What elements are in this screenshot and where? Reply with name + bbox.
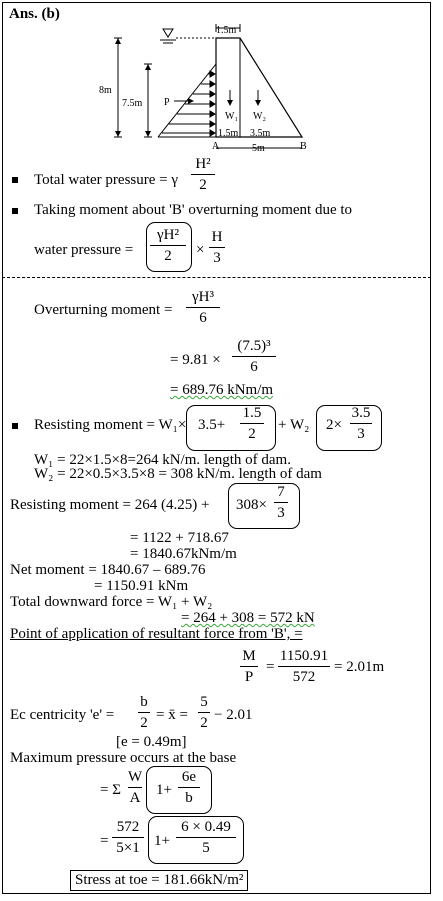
wp-f1-num: γH² bbox=[157, 227, 179, 243]
total-pressure-fraction bbox=[191, 156, 215, 193]
rm-inner2-fraction bbox=[350, 405, 372, 442]
diagram-point-a: A bbox=[212, 141, 220, 152]
overturning-result-text: = 689.76 kNm/m bbox=[170, 382, 274, 398]
rm2-fraction bbox=[274, 484, 288, 521]
rm2-line-1: = 1122 + 718.67 bbox=[130, 530, 229, 546]
net-moment-line-1: Net moment = 1840.67 – 689.76 bbox=[10, 562, 206, 578]
overturning-result bbox=[170, 382, 273, 399]
sigma-inner-num: 6e bbox=[181, 769, 197, 785]
bullet-taking-moment bbox=[12, 208, 18, 214]
wp-f2-num: H bbox=[211, 229, 223, 245]
ot-den: 6 bbox=[199, 310, 207, 326]
calc-inner-num: 6 × 0.49 bbox=[181, 819, 231, 835]
ecc-b-num: b bbox=[140, 694, 148, 710]
rm-inner2-den: 3 bbox=[357, 426, 365, 442]
taking-moment-line-1: Taking moment about 'B' overturning moment due to bbox=[34, 202, 353, 218]
downward-line-1: Total downward force = W₁ + W₂ bbox=[10, 594, 213, 610]
rm-inner1-num: 1.5 bbox=[242, 405, 262, 421]
sigma-inner-den: b bbox=[185, 790, 193, 806]
overturning-label: Overturning moment = bbox=[34, 302, 173, 318]
mp-num: M bbox=[242, 648, 256, 664]
total-pressure-den: 2 bbox=[199, 177, 207, 193]
ot-num: γH³ bbox=[192, 289, 214, 305]
calc-inner-prefix: 1+ bbox=[154, 833, 170, 849]
w1-definition: W₁ = 22×1.5×8=264 kN/m. length of dam. bbox=[34, 452, 291, 468]
mp-value-fraction bbox=[278, 648, 330, 685]
diagram-base-left: 1.5m bbox=[218, 128, 239, 139]
wp-fraction-1 bbox=[150, 227, 186, 264]
rm-inner1-prefix: 3.5+ bbox=[198, 417, 226, 433]
ecc-tail: − 2.01 bbox=[214, 707, 253, 723]
wp-f2-den: 3 bbox=[213, 250, 221, 266]
point-application bbox=[10, 626, 303, 643]
diagram-top-width: 1.5m bbox=[216, 25, 237, 36]
rm-inner2-num: 3.5 bbox=[351, 405, 371, 421]
resisting-label: Resisting moment = W₁× bbox=[34, 417, 187, 433]
calc-prefix: = bbox=[100, 833, 109, 849]
wp-times: × bbox=[196, 242, 205, 258]
diagram-height-8m: 8m bbox=[99, 85, 112, 96]
rm2-den: 3 bbox=[277, 505, 285, 521]
bullet-total-pressure bbox=[12, 177, 18, 183]
rm2-inner-prefix: 308× bbox=[236, 497, 267, 513]
mp-result: = 2.01m bbox=[334, 659, 385, 675]
mp-eq: = bbox=[266, 659, 275, 675]
diagram-force-p: P bbox=[164, 97, 170, 108]
diagram-base-total: 5m bbox=[252, 143, 265, 154]
taking-moment-line-2: water pressure = bbox=[34, 242, 134, 258]
diagram-point-b: B bbox=[300, 141, 307, 152]
ecc-5-fraction bbox=[198, 694, 210, 731]
mp-fraction bbox=[240, 648, 258, 685]
calc-inner-den: 5 bbox=[202, 840, 210, 856]
total-pressure-num: H² bbox=[195, 156, 211, 172]
ecc-mid: = x̄ = bbox=[156, 707, 188, 723]
wp-fraction-2 bbox=[209, 229, 225, 266]
section-divider bbox=[2, 277, 431, 278]
rm2-line-2: = 1840.67kNm/m bbox=[130, 546, 237, 562]
diagram-w2: W₂ bbox=[253, 111, 266, 122]
diagram-water-height: 7.5m bbox=[122, 98, 143, 109]
bullet-resisting bbox=[12, 423, 18, 429]
diagram-w1: W₁ bbox=[225, 111, 238, 122]
ot-calc-num: (7.5)³ bbox=[237, 338, 271, 354]
sigma-inner-fraction bbox=[178, 769, 200, 806]
max-pressure-label: Maximum pressure occurs at the base bbox=[10, 750, 237, 766]
ecc-label: Ec centricity 'e' = bbox=[10, 707, 115, 723]
diagram-base-right: 3.5m bbox=[250, 128, 271, 139]
w2-definition: W₂ = 22×0.5×3.5×8 = 308 kN/m. length of dam bbox=[34, 466, 322, 482]
sigma-inner-prefix: 1+ bbox=[156, 782, 172, 798]
rm-inner1-fraction bbox=[240, 405, 264, 442]
sigma-prefix: = Σ bbox=[100, 782, 121, 798]
rm-inner1-den: 2 bbox=[248, 426, 256, 442]
overturning-calc-prefix: = 9.81 × bbox=[170, 352, 221, 368]
ecc-5-den: 2 bbox=[200, 715, 208, 731]
downward-line-2 bbox=[181, 610, 315, 627]
rm-inner2-prefix: 2× bbox=[326, 417, 342, 433]
point-application-text: Point of application of resultant force from 'B', = bbox=[10, 626, 303, 642]
overturning-fraction bbox=[186, 289, 220, 326]
mp-den: P bbox=[244, 669, 254, 685]
sigma-den: A bbox=[129, 790, 141, 806]
rm2-num: 7 bbox=[277, 484, 285, 500]
total-pressure-label: Total water pressure = γ bbox=[34, 172, 178, 188]
ecc-result: [e = 0.49m] bbox=[116, 734, 187, 750]
answer-label: Ans. (b) bbox=[9, 6, 60, 22]
dam-diagram bbox=[90, 20, 330, 152]
wp-f1-den: 2 bbox=[164, 248, 172, 264]
sigma-num: W bbox=[128, 769, 143, 785]
overturning-calc-fraction bbox=[232, 338, 276, 375]
net-moment-line-2: = 1150.91 kNm bbox=[94, 578, 189, 594]
mp-val-den: 572 bbox=[292, 669, 316, 685]
downward-line-2-text: = 264 + 308 = 572 kN bbox=[181, 610, 315, 626]
rm2-label: Resisting moment = 264 (4.25) + bbox=[10, 497, 210, 513]
ecc-5-num: 5 bbox=[200, 694, 208, 710]
calc-inner-fraction bbox=[176, 819, 236, 856]
calc-fraction bbox=[112, 819, 144, 856]
rm-plus-w2: + W₂ bbox=[278, 417, 310, 433]
mp-val-num: 1150.91 bbox=[279, 648, 329, 664]
sigma-fraction bbox=[128, 769, 142, 806]
ecc-b-fraction bbox=[138, 694, 150, 731]
ecc-b-den: 2 bbox=[140, 715, 148, 731]
stress-at-toe-result: Stress at toe = 181.66kN/m² bbox=[70, 870, 248, 891]
ot-calc-den: 6 bbox=[250, 359, 258, 375]
calc-num: 572 bbox=[116, 819, 140, 835]
calc-den: 5×1 bbox=[116, 840, 140, 856]
